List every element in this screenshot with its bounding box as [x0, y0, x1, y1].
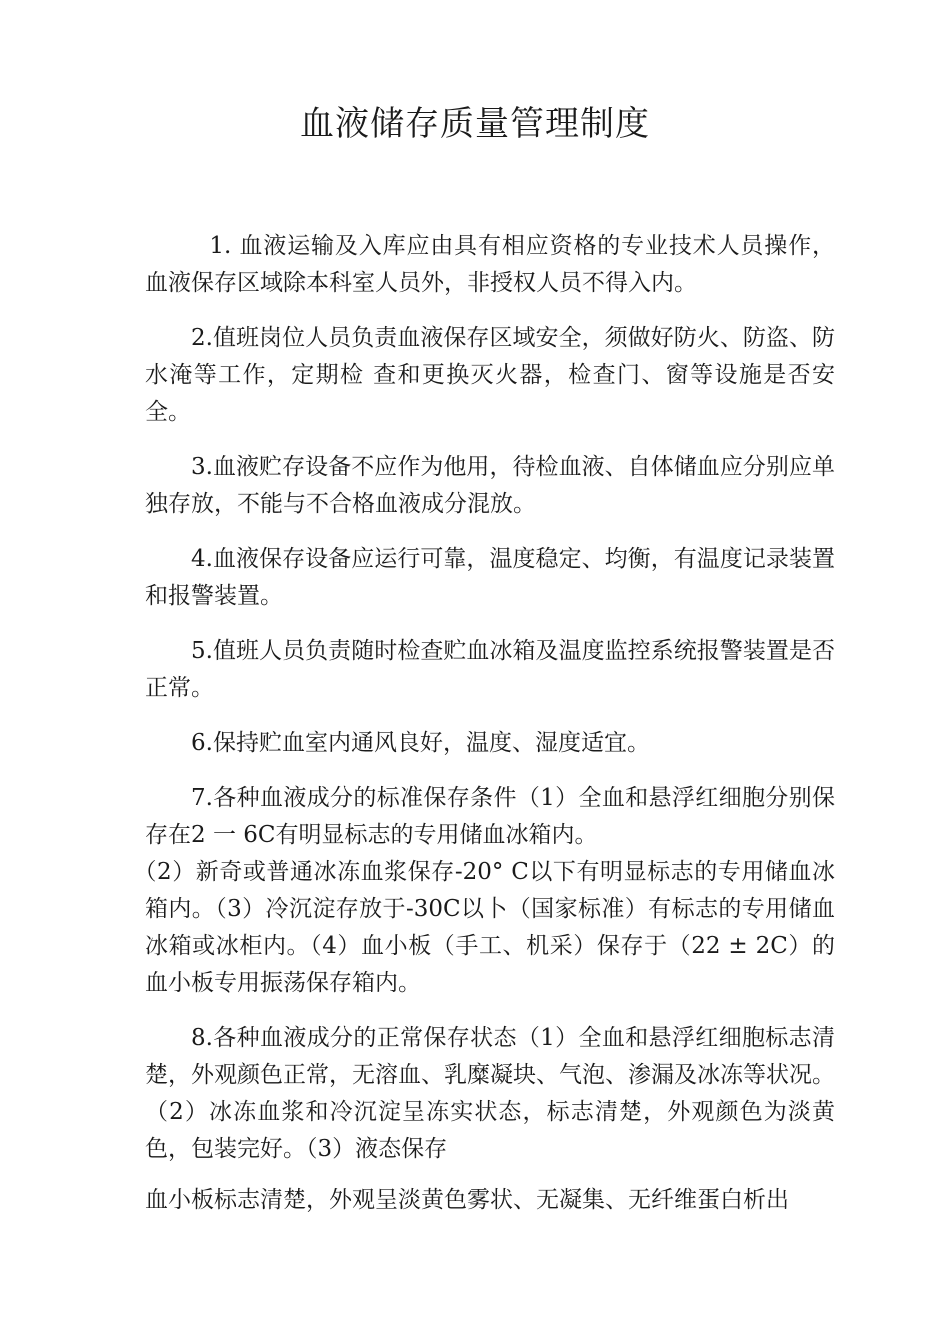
paragraph-3: 3.血液贮存设备不应作为他用，待检血液、自体储血应分别应单独存放，不能与不合格血液成分混放。 [145, 454, 835, 517]
paragraph-4: 4.血液保存设备应运行可靠，温度稳定、均衡，有温度记录装置和报警装置。 [145, 546, 835, 609]
paragraph-2: 2.值班岗位人员负责血液保存区域安全，须做好防火、防盗、防水淹等工作，定期检 查和更换灭火器，检查门、窗等设施是否安全。 [145, 325, 835, 425]
paragraph-8: 8.各种血液成分的正常保存状态（1）全血和悬浮红细胞标志清楚，外观颜色正常，无溶血、乳糜凝块、气泡、渗漏及冰冻等状况。（2）冰冻血浆和冷沉淀呈冻实状态，标志清楚，外观颜色为淡黄色，包装完好。（3）液态保存 [145, 1025, 835, 1162]
paragraph-7-continued: （2）新奇或普通冰冻血浆保存-20° C以下有明显标志的专用储血冰箱内。（3）冷沉淀存放于-30C以卜（国家标准）有标志的专用储血冰箱或冰柜内。（4）血小板（手工、机采）保存于（22 ± 2C）的血小板专用振荡保存箱内。 [133, 859, 835, 996]
paragraph-1: 1. 血液运输及入库应由具有相应资格的专业技术人员操作，血液保存区域除本科室人员外，非授权人员不得入内。 [145, 233, 835, 296]
document-body [133, 228, 835, 1237]
paragraph-7: 7.各种血液成分的标准保存条件（1）全血和悬浮红细胞分别保存在2 一 6C有明显标志的专用储血冰箱内。 [145, 785, 835, 848]
paragraph-6: 6.保持贮血室内通风良好，温度、湿度适宜。 [191, 730, 650, 756]
paragraph-8-continued: 血小板标志清楚，外观呈淡黄色雾状、无凝集、无纤维蛋白析出 [145, 1187, 789, 1213]
document-title: 血液储存质量管理制度 [300, 104, 650, 144]
paragraph-5: 5.值班人员负责随时检查贮血冰箱及温度监控系统报警装置是否正常。 [145, 638, 835, 701]
